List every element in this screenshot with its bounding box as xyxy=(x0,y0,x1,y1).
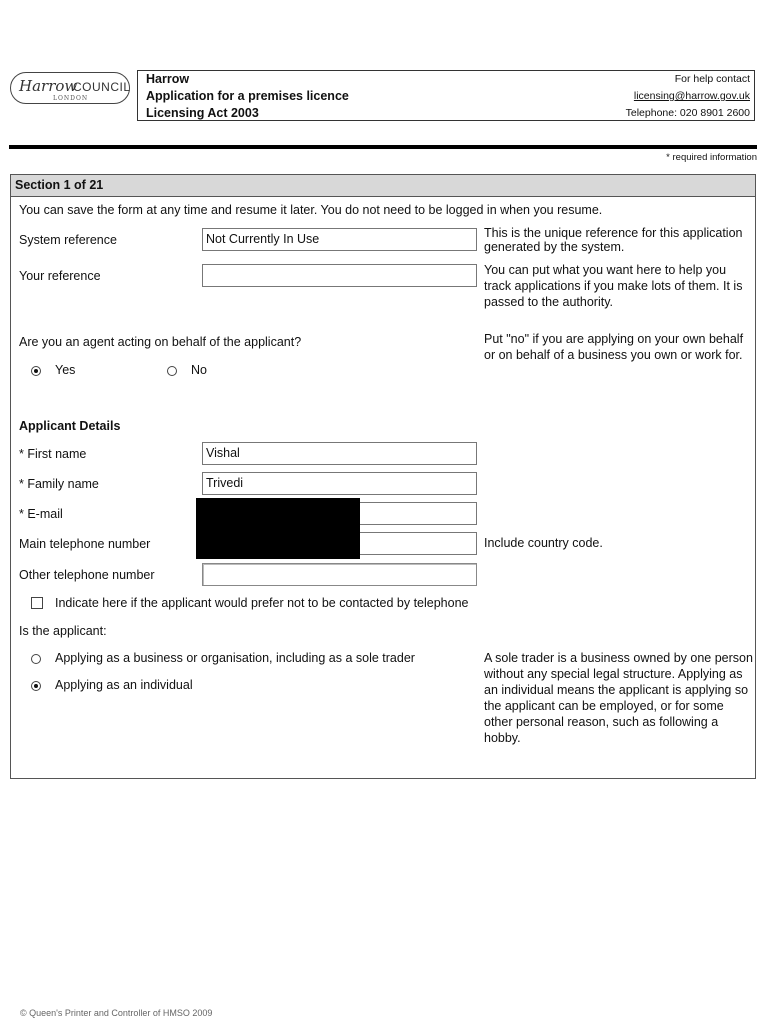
applicant-type-question: Is the applicant: xyxy=(19,624,107,638)
system-reference-help: This is the unique reference for this application generated by the system. xyxy=(484,226,743,254)
applicant-type-help: A sole trader is a business owned by one person without any special legal structure. Applying as an individual means the applicant is applying so the applicant can be employed, or for some other personal reason, such as following a hobby. xyxy=(484,651,753,745)
logo-sub-text: LONDON xyxy=(53,95,89,102)
agent-help: Put "no" if you are applying on your own behalf or on behalf of a business you own or work for. xyxy=(484,332,744,362)
your-reference-help: You can put what you want here to help you track applications if you make lots of them. It is passed to the authority. xyxy=(484,263,743,309)
section-title: Section 1 of 21 xyxy=(11,175,755,197)
agent-no-label: No xyxy=(191,363,207,377)
your-reference-label: Your reference xyxy=(19,269,101,283)
header-act: Licensing Act 2003 xyxy=(146,106,259,120)
agent-yes-radio[interactable] xyxy=(31,366,41,376)
logo-council-text: COUNCIL xyxy=(73,80,131,94)
header-authority: Harrow xyxy=(146,72,190,86)
other-phone-label: Other telephone number xyxy=(19,568,155,582)
applicant-business-label: Applying as a business or organisation, including as a sole trader xyxy=(55,651,415,665)
copyright-footer: © Queen's Printer and Controller of HMSO 2009 xyxy=(20,1008,213,1018)
header-form-title: Application for a premises licence xyxy=(146,89,349,103)
first-name-input[interactable]: Vishal xyxy=(202,442,477,465)
email-label: * E-mail xyxy=(19,507,63,521)
main-phone-label: Main telephone number xyxy=(19,537,151,551)
family-name-input[interactable]: Trivedi xyxy=(202,472,477,495)
applicant-individual-label: Applying as an individual xyxy=(55,678,193,692)
no-phone-contact-checkbox[interactable] xyxy=(31,597,43,609)
form-header xyxy=(137,70,755,121)
other-phone-input[interactable] xyxy=(202,563,477,586)
agent-yes-label: Yes xyxy=(55,363,76,377)
header-divider xyxy=(9,145,757,149)
no-phone-contact-label: Indicate here if the applicant would prefer not to be contacted by telephone xyxy=(55,596,469,610)
logo-script-text: Harrow xyxy=(19,77,78,95)
your-reference-input[interactable] xyxy=(202,264,477,287)
agent-question: Are you an agent acting on behalf of the applicant? xyxy=(19,335,302,349)
applicant-details-heading: Applicant Details xyxy=(19,419,121,433)
required-note: * required information xyxy=(666,152,757,163)
applicant-business-radio[interactable] xyxy=(31,654,41,664)
agent-no-radio[interactable] xyxy=(167,366,177,376)
harrow-council-logo xyxy=(10,72,130,104)
main-phone-help: Include country code. xyxy=(484,536,603,550)
family-name-label: * Family name xyxy=(19,477,99,491)
section-1 xyxy=(10,174,756,779)
section-intro: You can save the form at any time and resume it later. You do not need to be logged in when you resume. xyxy=(19,203,603,217)
system-reference-field: Not Currently In Use xyxy=(202,228,477,251)
help-phone: Telephone: 020 8901 2600 xyxy=(625,107,750,119)
system-reference-label: System reference xyxy=(19,233,117,247)
redaction-block xyxy=(196,498,360,559)
help-contact-label: For help contact xyxy=(674,73,750,85)
first-name-label: * First name xyxy=(19,447,87,461)
applicant-individual-radio[interactable] xyxy=(31,681,41,691)
help-email-link[interactable]: licensing@harrow.gov.uk xyxy=(633,90,750,102)
